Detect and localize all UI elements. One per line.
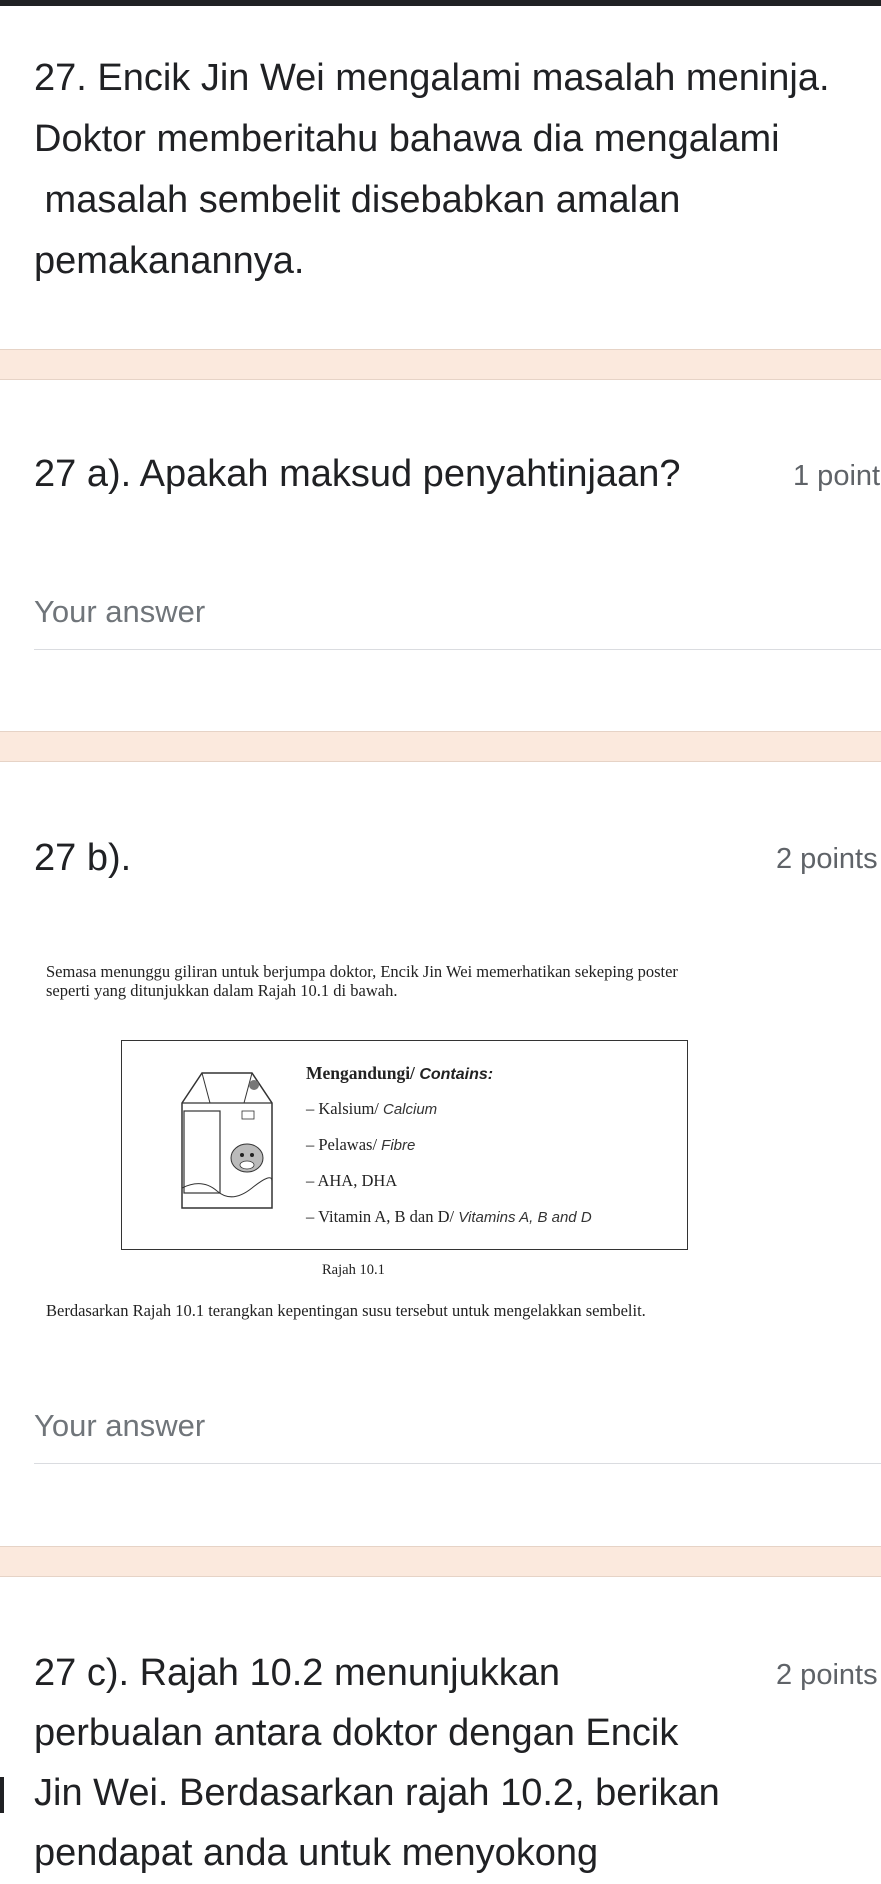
section-separator [0, 349, 881, 380]
intro-line: 27. Encik Jin Wei mengalami masalah meninja. [34, 57, 830, 99]
question-title-line: Jin Wei. Berdasarkan rajah 10.2, berikan [34, 1772, 720, 1814]
question-title-line: 27 c). Rajah 10.2 menunjukkan [34, 1652, 560, 1694]
answer-underline [34, 1463, 881, 1464]
question-points: 1 point [793, 460, 881, 492]
contains-heading: Mengandungi/ Contains: [306, 1063, 494, 1083]
section-separator [0, 731, 881, 762]
image-text-line: seperti yang ditunjukkan dalam Rajah 10.1 di bawah. [46, 981, 398, 1000]
answer-input[interactable]: Your answer [34, 1408, 206, 1443]
figure-instruction: Berdasarkan Rajah 10.1 terangkan kepentingan susu tersebut untuk mengelakkan sembelit. [46, 1301, 646, 1320]
question-points: 2 points [776, 1659, 878, 1691]
intro-line: Doktor memberitahu bahawa dia mengalami [34, 118, 780, 160]
question-title-line: pendapat anda untuk menyokong [34, 1832, 599, 1874]
question-title: 27 b). [34, 837, 132, 879]
image-text-line: Semasa menunggu giliran untuk berjumpa doktor, Encik Jin Wei memerhatikan sekeping poster [46, 962, 678, 981]
intro-line: masalah sembelit disebabkan amalan [34, 179, 681, 221]
milk-carton-icon [172, 1063, 282, 1213]
question-title: 27 a). Apakah maksud penyahtinjaan? [34, 453, 681, 495]
section-separator [0, 1546, 881, 1577]
contains-item: – Vitamin A, B dan D/ Vitamins A, B and D [306, 1207, 592, 1226]
section-description [34, 48, 874, 292]
left-edge-marker [0, 1777, 4, 1813]
intro-line: pemakanannya. [34, 240, 305, 282]
question-image-text [46, 962, 856, 1000]
contains-item: – AHA, DHA [306, 1171, 398, 1190]
question-points: 2 points [776, 843, 878, 875]
poster-figure [121, 1040, 688, 1250]
contains-item: – Kalsium/ Calcium [306, 1099, 438, 1118]
answer-underline [34, 649, 881, 650]
answer-input[interactable]: Your answer [34, 594, 206, 629]
figure-caption: Rajah 10.1 [322, 1262, 385, 1278]
top-edge-bar [0, 0, 881, 6]
contains-item: – Pelawas/ Fibre [306, 1135, 416, 1154]
question-title-line: perbualan antara doktor dengan Encik [34, 1712, 679, 1754]
